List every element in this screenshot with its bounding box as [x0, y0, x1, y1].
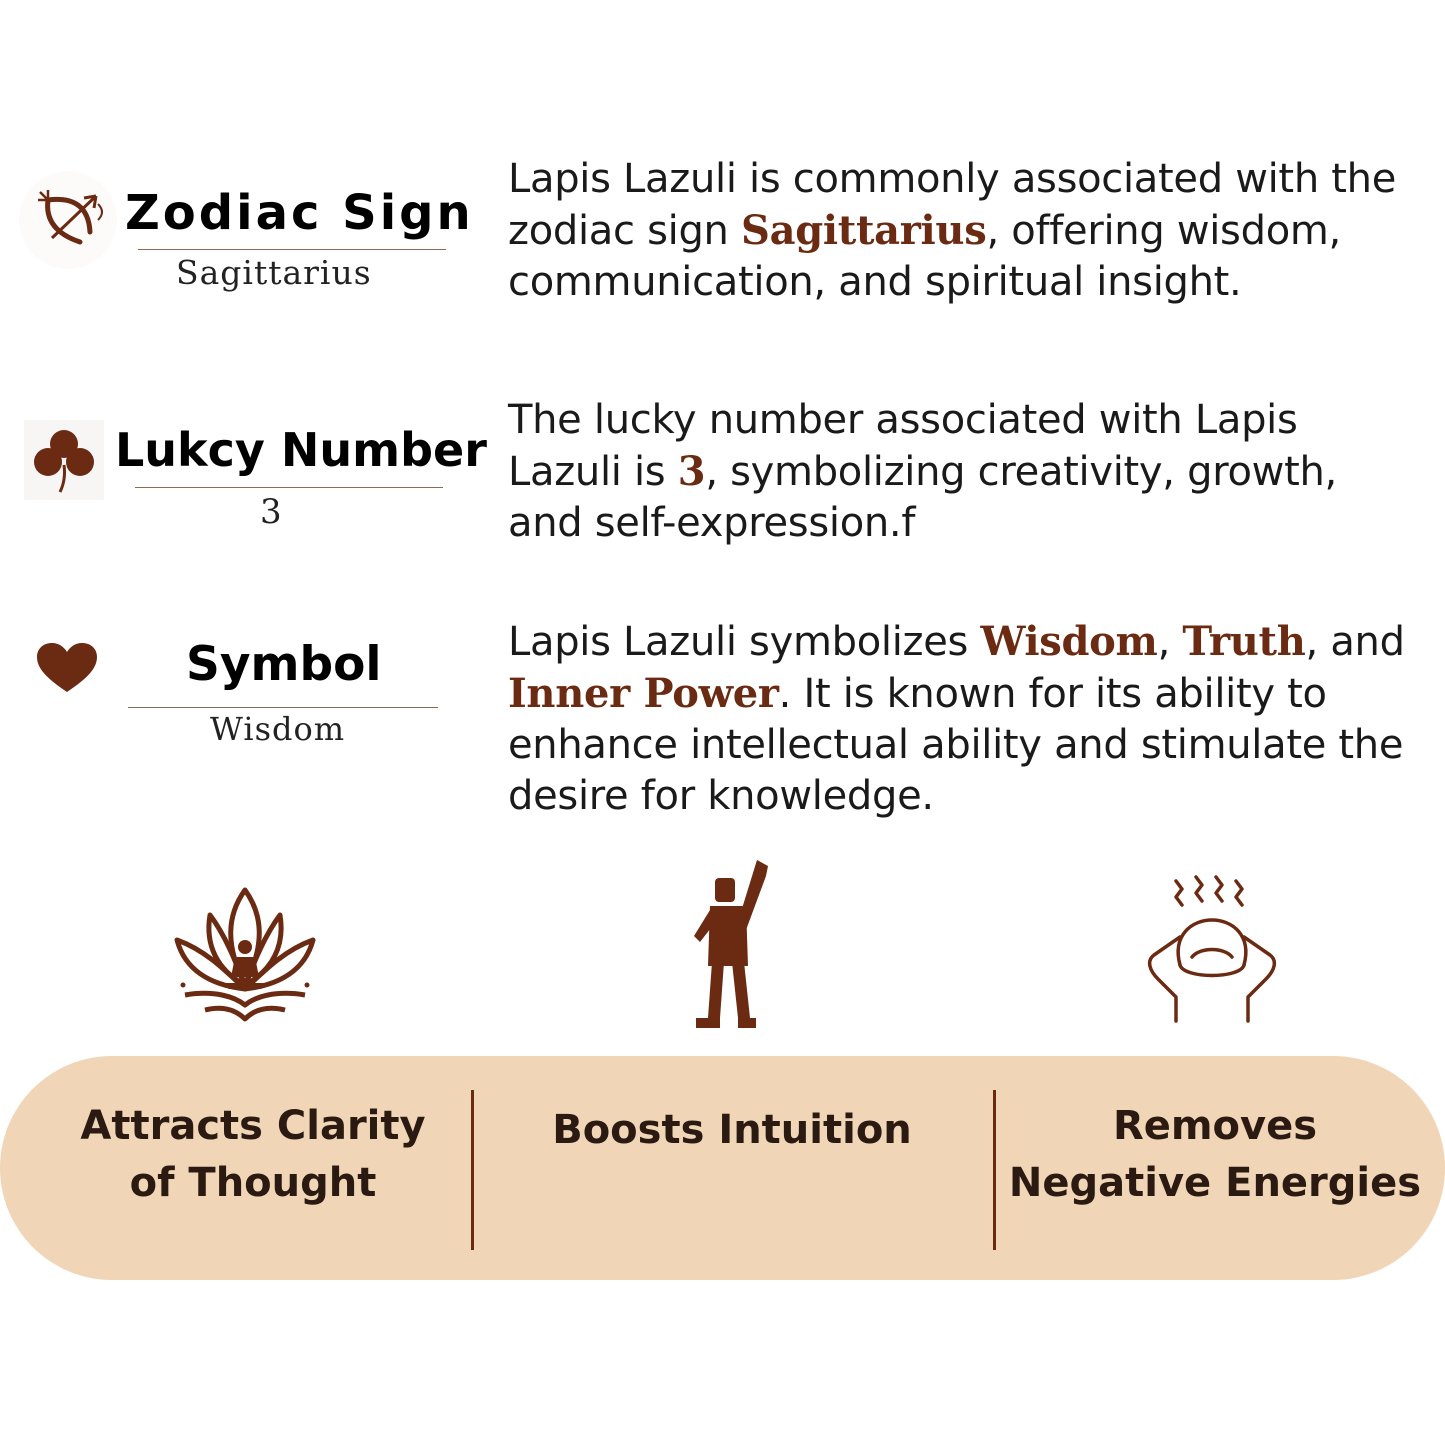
highlight-wisdom: Wisdom	[980, 618, 1158, 665]
zodiac-sign-description: Lapis Lazuli is commonly associated with the zodiac sign Sagittarius, offering wisdom, communication, and spiritual insight.	[508, 156, 1397, 305]
lotus-meditation-icon	[165, 885, 325, 1025]
heart-icon	[36, 642, 98, 694]
lucky-number-rule	[135, 487, 443, 488]
lucky-number-description: The lucky number associated with Lapis Lazuli is 3, symbolizing creativity, growth, and self-expression.f	[508, 397, 1337, 546]
raised-fist-person-icon	[684, 858, 774, 1030]
clover-icon	[24, 420, 104, 500]
symbol-title: Symbol	[186, 637, 382, 692]
symbol-description: Lapis Lazuli symbolizes Wisdom, Truth, and Inner Power. It is known for its ability to enhance intellectual ability and stimulate the desire for knowledge.	[508, 618, 1405, 819]
lucky-number-value: 3	[260, 492, 283, 532]
highlight-sagittarius: Sagittarius	[741, 207, 987, 254]
lucky-number-title: Lukcy Number	[115, 423, 487, 477]
zodiac-sign-title: Zodiac Sign	[125, 185, 474, 241]
symbol-rule	[128, 707, 438, 708]
highlight-truth: Truth	[1182, 618, 1306, 665]
zodiac-sign-value: Sagittarius	[176, 253, 372, 292]
benefit-intuition: Boosts Intuition	[552, 1107, 912, 1153]
sagittarius-bow-icon	[18, 170, 118, 270]
zodiac-sign-rule	[138, 249, 446, 250]
benefit-clarity: Attracts Clarity of Thought	[80, 1103, 426, 1206]
head-relief-icon	[1142, 875, 1282, 1025]
highlight-inner-power: Inner Power	[508, 670, 779, 717]
benefit-negative-energies: Removes Negative Energies	[1008, 1103, 1422, 1206]
symbol-value: Wisdom	[210, 710, 346, 748]
highlight-number: 3	[677, 448, 706, 495]
